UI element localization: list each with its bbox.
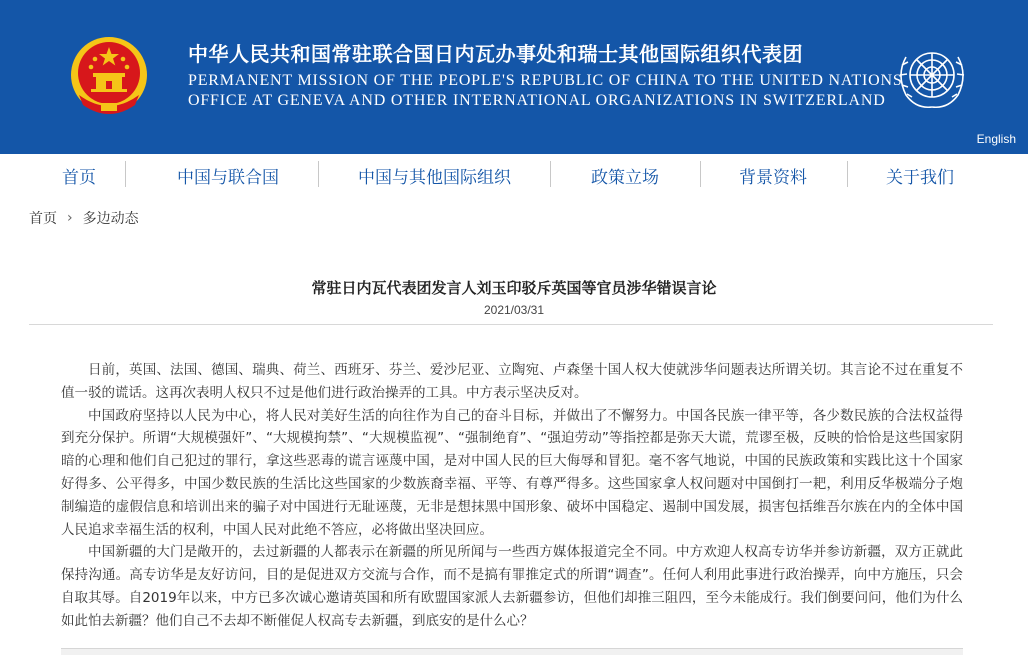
related-links-box xyxy=(61,648,963,655)
national-emblem-icon[interactable] xyxy=(69,35,149,119)
site-title-en-line2: OFFICE AT GENEVA AND OTHER INTERNATIONAL ORGANIZATIONS IN SWITZERLAND xyxy=(188,92,886,109)
nav-item-china-and-other-orgs[interactable]: 中国与其他国际组织 xyxy=(358,168,511,188)
english-language-link[interactable]: English xyxy=(976,132,1016,146)
article-date: 2021/03/31 xyxy=(483,303,545,317)
nav-item-china-and-un[interactable]: 中国与联合国 xyxy=(177,168,279,188)
article-body xyxy=(61,359,963,633)
article-paragraph: 日前，英国、法国、德国、瑞典、荷兰、西班牙、芬兰、爱沙尼亚、立陶宛、卢森堡十国人权大使就涉华问题表达所谓关切。其言论不过在重复不值一驳的谎话。这再次表明人权只不过是他们进行政治操弄的工具。中方表示坚决反对。 xyxy=(61,362,963,401)
breadcrumb-home-link[interactable]: 首页 xyxy=(29,211,57,227)
main-nav xyxy=(0,154,1028,192)
nav-divider xyxy=(318,161,319,187)
nav-item-home[interactable]: 首页 xyxy=(62,168,96,188)
site-header xyxy=(0,0,1028,154)
nav-divider xyxy=(550,161,551,187)
breadcrumb-current-link[interactable]: 多边动态 xyxy=(82,211,139,227)
article-title: 常驻日内瓦代表团发言人刘玉印驳斥英国等官员涉华错误言论 xyxy=(311,279,717,297)
nav-item-background[interactable]: 背景资料 xyxy=(739,168,807,188)
breadcrumb xyxy=(29,208,139,228)
breadcrumb-chevron-icon: › xyxy=(67,210,73,226)
nav-divider xyxy=(700,161,701,187)
article-paragraph: 中国新疆的大门是敞开的，去过新疆的人都表示在新疆的所见所闻与一些西方媒体报道完全不同。中方欢迎人权高专访华并参访新疆，双方正就此保持沟通。高专访华是友好访问，目的是促进双方交流与合作，而不是搞有罪推定式的所谓“调查”。任何人利用此事进行政治操弄，向中方施压，只会自取其辱。自2019年以来，中方已多次诚心邀请英国和所有欧盟国家派人去新疆参访，但他们却推三阻四，至今未能成行。我们倒要问问，他们为什么如此怕去新疆？他们自己不去却不断催促人权高专去新疆，到底安的是什么心？ xyxy=(61,544,963,629)
nav-divider xyxy=(847,161,848,187)
nav-divider xyxy=(125,161,126,187)
article-divider xyxy=(29,324,993,325)
nav-item-about-us[interactable]: 关于我们 xyxy=(886,168,954,188)
site-title-en-line1: PERMANENT MISSION OF THE PEOPLE'S REPUBLIC OF CHINA TO THE UNITED NATIONS xyxy=(188,72,903,89)
un-emblem-icon xyxy=(890,39,974,111)
nav-item-policy[interactable]: 政策立场 xyxy=(591,168,659,188)
article-paragraph: 中国政府坚持以人民为中心，将人民对美好生活的向往作为自己的奋斗目标，并做出了不懈努力。中国各民族一律平等，各少数民族的合法权益得到充分保护。所谓“大规模强奸”、“大规模拘禁”、“大规模监视”、“强制绝育”、“强迫劳动”等指控都是弥天大谎，荒谬至极，反映的恰恰是这些国家阴暗的心理和他们自己犯过的罪行，拿这些恶毒的谎言诬蔑中国，是对中国人民的巨大侮辱和冒犯。毫不客气地说，中国的民族政策和实践比这十个国家好得多、公平得多，中国少数民族的生活比这些国家的少数族裔幸福、平等、有尊严得多。这些国家拿人权问题对中国倒打一耙，利用反华极端分子炮制编造的虚假信息和培训出来的骗子对中国进行无耻诬蔑，无非是想抹黑中国形象、破坏中国稳定、遏制中国发展，损害包括维吾尔族在内的全体中国人民追求幸福生活的权利，中国人民对此绝不答应，必将做出坚决回应。 xyxy=(61,407,963,538)
site-title-cn: 中华人民共和国常驻联合国日内瓦办事处和瑞士其他国际组织代表团 xyxy=(188,42,803,66)
site-title-block xyxy=(188,40,903,111)
